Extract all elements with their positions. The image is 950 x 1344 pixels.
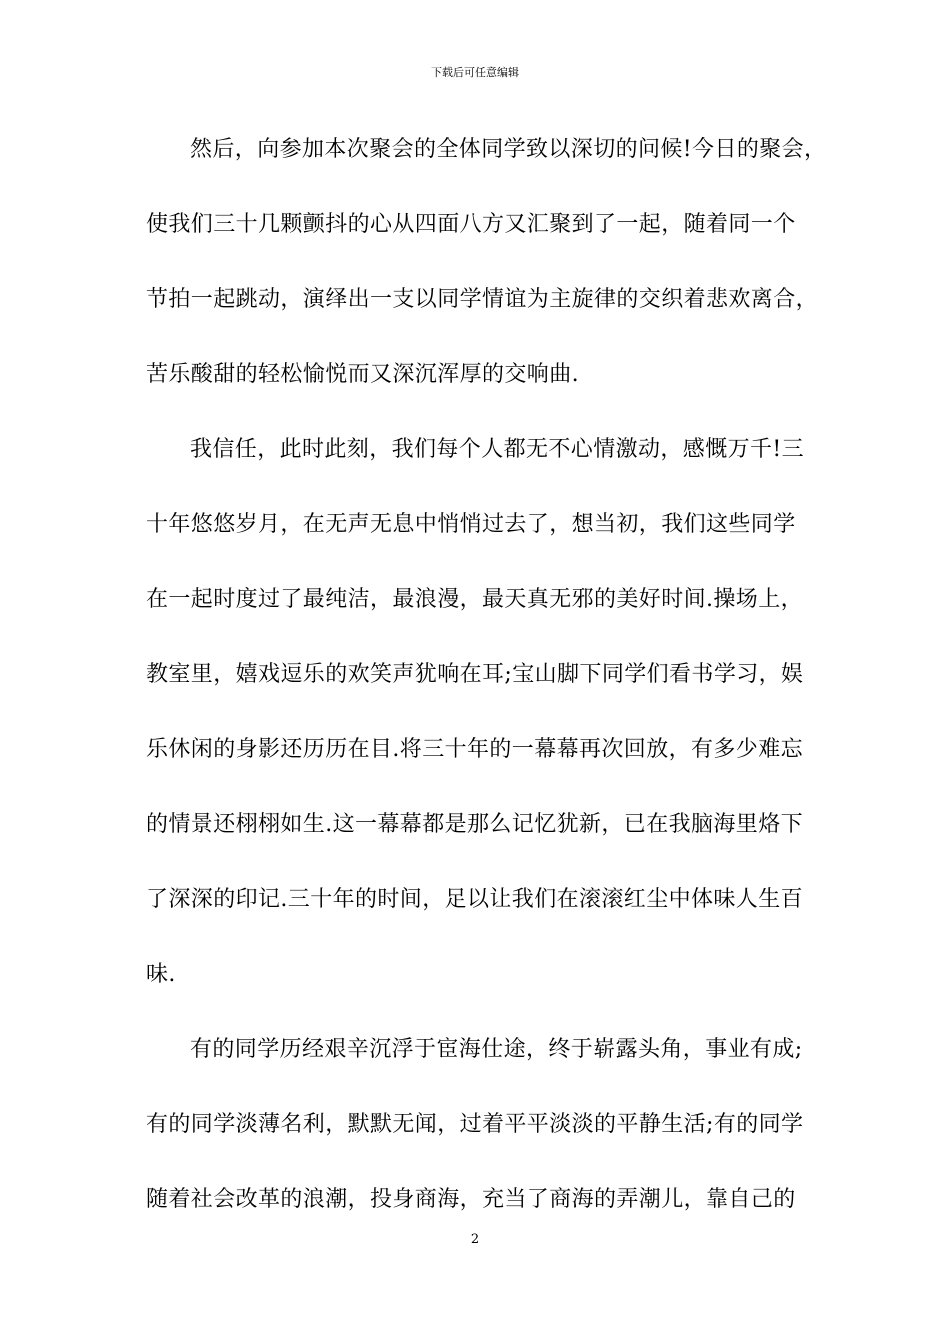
paragraph-1-line-1: 然后，向参加本次聚会的全体同学致以深切的问候!今日的聚会， (190, 137, 827, 162)
page-number: 2 (470, 1232, 480, 1247)
paragraph-2-line-7: 了深深的印记.三十年的时间，足以让我们在滚滚红尘中体味人生百 (146, 887, 803, 912)
document-body (146, 128, 826, 1253)
paragraph-2-line-8: 味. (146, 962, 176, 987)
paragraph-1-line-4: 苦乐酸甜的轻松愉悦而又深沉浑厚的交响曲. (146, 362, 579, 387)
paragraph-2-line-6: 的情景还栩栩如生.这一幕幕都是那么记忆犹新，已在我脑海里烙下 (146, 812, 803, 837)
paragraph-2-line-5: 乐休闲的身影还历历在目.将三十年的一幕幕再次回放，有多少难忘 (146, 737, 803, 762)
paragraph-2-line-3: 在一起时度过了最纯洁，最浪漫，最天真无邪的美好时间.操场上， (146, 587, 803, 612)
paragraph-3-line-2: 有的同学淡薄名利，默默无闻，过着平平淡淡的平静生活;有的同学 (146, 1112, 804, 1137)
paragraph-2-line-4: 教室里，嬉戏逗乐的欢笑声犹响在耳;宝山脚下同学们看书学习，娱 (146, 662, 804, 687)
paragraph-2-line-2: 十年悠悠岁月，在无声无息中悄悄过去了，想当初，我们这些同学 (146, 512, 796, 537)
paragraph-1-line-2: 使我们三十几颗颤抖的心从四面八方又汇聚到了一起，随着同一个 (146, 212, 796, 237)
paragraph-1-line-3: 节拍一起跳动，演绎出一支以同学情谊为主旋律的交织着悲欢离合， (146, 287, 819, 312)
page-header: 下载后可任意编辑 (431, 66, 519, 79)
paragraph-3-line-1: 有的同学历经艰辛沉浮于宦海仕途，终于崭露头角，事业有成; (190, 1037, 803, 1062)
paragraph-2-line-1: 我信任，此时此刻，我们每个人都无不心情激动，感慨万千!三 (190, 437, 805, 462)
paragraph-3-line-3: 随着社会改革的浪潮，投身商海，充当了商海的弄潮儿，靠自己的 (146, 1187, 796, 1212)
